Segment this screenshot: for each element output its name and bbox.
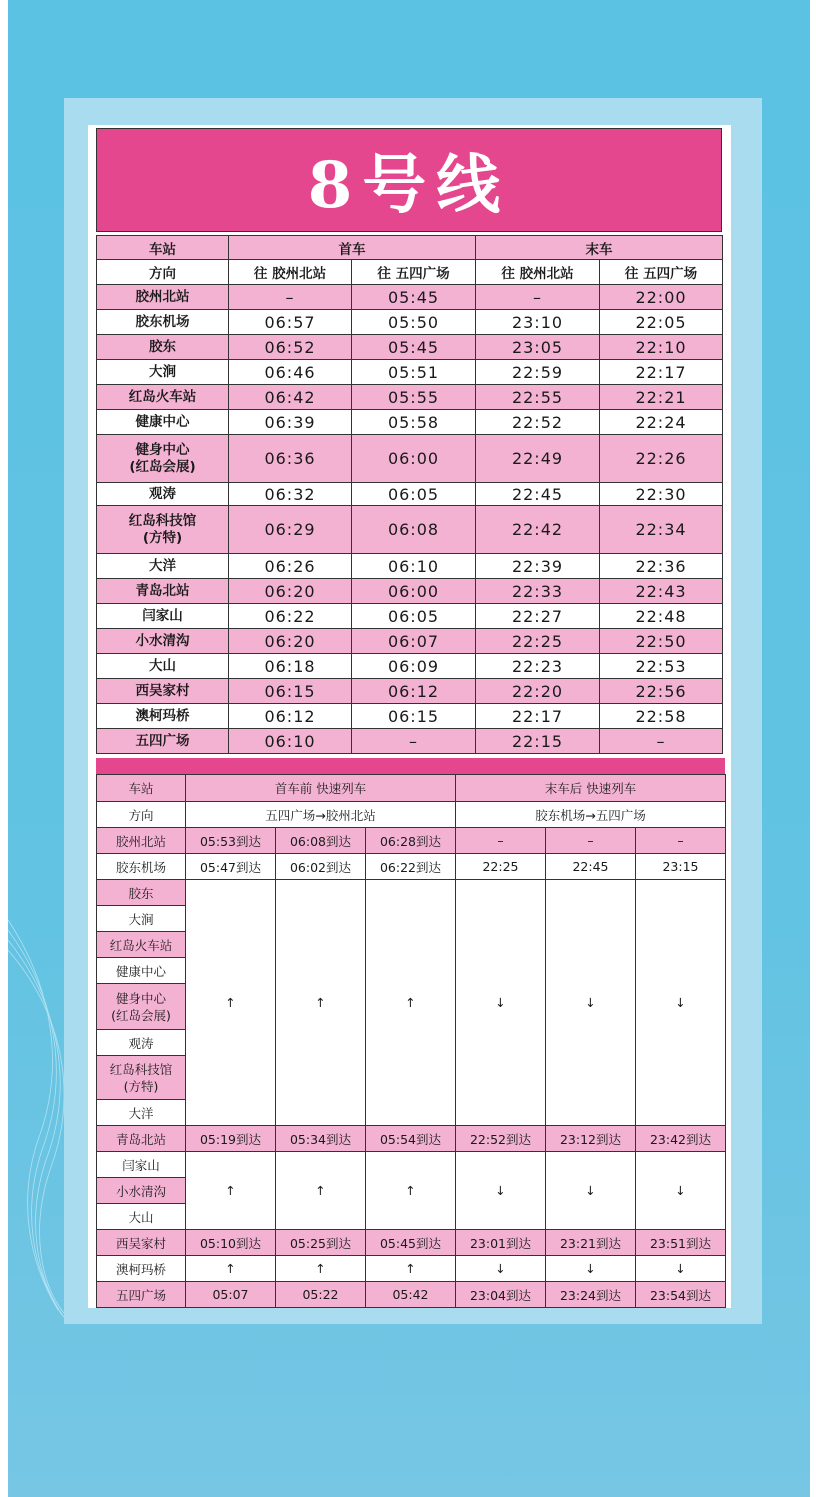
time-cell: 06:32 [229, 483, 352, 506]
time-cell: 06:10 [229, 729, 352, 754]
express-row-mid [97, 880, 726, 906]
time-cell: 06:08到达 [276, 828, 366, 854]
schedule-row [97, 554, 723, 579]
down-arrow: ↓ [456, 1152, 546, 1230]
station-line1: 青岛北站 [135, 582, 190, 599]
time-cell: – [352, 729, 476, 754]
time-cell: 22:52到达 [456, 1126, 546, 1152]
station-line2: (方特) [142, 529, 183, 546]
express-train-table [96, 774, 726, 1308]
time-cell: 22:23 [476, 654, 600, 679]
express-row-xwjc [97, 1230, 726, 1256]
header-row [97, 236, 723, 260]
time-cell: 22:50 [600, 629, 723, 654]
station-name: 五四广场 [97, 1282, 186, 1308]
time-cell: 06:00 [352, 435, 476, 483]
time-cell: 23:01到达 [456, 1230, 546, 1256]
header-station: 车站 [97, 236, 229, 260]
up-arrow: ↑ [366, 1152, 456, 1230]
express-header-station: 车站 [97, 775, 186, 802]
schedule-row [97, 483, 723, 506]
station-name [97, 410, 229, 435]
station-name [97, 704, 229, 729]
schedule-row [97, 435, 723, 483]
express-dir-after: 胶东机场→五四广场 [456, 802, 726, 828]
schedule-row [97, 729, 723, 754]
time-cell: 22:49 [476, 435, 600, 483]
station-name: 大山 [97, 1204, 186, 1230]
time-cell: 22:05 [600, 310, 723, 335]
time-cell: 22:27 [476, 604, 600, 629]
time-cell: 05:55 [352, 385, 476, 410]
time-cell: 22:58 [600, 704, 723, 729]
time-cell: 22:33 [476, 579, 600, 604]
station-name: 胶州北站 [97, 828, 186, 854]
station-name [97, 679, 229, 704]
schedule-row [97, 335, 723, 360]
time-cell: 23:51到达 [636, 1230, 726, 1256]
schedule-row [97, 385, 723, 410]
express-row-wsgc [97, 1282, 726, 1308]
time-cell: 22:52 [476, 410, 600, 435]
time-cell: 06:20 [229, 629, 352, 654]
station-name [97, 984, 186, 1030]
time-cell: 05:45 [352, 285, 476, 310]
up-arrow: ↑ [186, 880, 276, 1126]
station-line1: 大涧 [149, 363, 176, 380]
time-cell: 22:45 [546, 854, 636, 880]
time-cell: 22:42 [476, 506, 600, 554]
station-line1: 闫家山 [142, 607, 183, 624]
time-cell: 06:08 [352, 506, 476, 554]
time-cell: 22:36 [600, 554, 723, 579]
time-cell: 05:58 [352, 410, 476, 435]
time-cell: 23:04到达 [456, 1282, 546, 1308]
station-line1: 五四广场 [135, 732, 190, 749]
time-cell: 05:45到达 [366, 1230, 456, 1256]
station-name [97, 604, 229, 629]
dir-last-wsgc: 往 五四广场 [600, 260, 723, 285]
station-name: 红岛火车站 [97, 932, 186, 958]
time-cell: – [600, 729, 723, 754]
down-arrow: ↓ [456, 880, 546, 1126]
time-cell: 06:36 [229, 435, 352, 483]
station-line1: 大山 [149, 657, 176, 674]
station-name [97, 435, 229, 483]
time-cell: 05:25到达 [276, 1230, 366, 1256]
express-header-direction: 方向 [97, 802, 186, 828]
line-title: 8号线 [307, 148, 511, 223]
express-row-mid [97, 1152, 726, 1178]
time-cell: 06:09 [352, 654, 476, 679]
up-arrow: ↑ [366, 1256, 456, 1282]
time-cell: 06:05 [352, 604, 476, 629]
station-line1: 胶东 [149, 338, 176, 355]
station-name: 健康中心 [97, 958, 186, 984]
time-cell: – [636, 828, 726, 854]
schedule-row [97, 629, 723, 654]
express-row-jdjc [97, 854, 726, 880]
time-cell: 23:10 [476, 310, 600, 335]
time-cell: 22:56 [600, 679, 723, 704]
time-cell: 06:05 [352, 483, 476, 506]
station-line1: 红岛火车站 [128, 388, 197, 405]
dir-first-wsgc: 往 五四广场 [352, 260, 476, 285]
time-cell: 22:24 [600, 410, 723, 435]
station-name: 青岛北站 [97, 1126, 186, 1152]
time-cell: 05:42 [366, 1282, 456, 1308]
down-arrow: ↓ [636, 1152, 726, 1230]
time-cell: 22:43 [600, 579, 723, 604]
time-cell: 06:07 [352, 629, 476, 654]
time-cell: 05:10到达 [186, 1230, 276, 1256]
down-arrow: ↓ [546, 880, 636, 1126]
time-cell: 23:54到达 [636, 1282, 726, 1308]
schedule-row [97, 360, 723, 385]
station-name: 澳柯玛桥 [97, 1256, 186, 1282]
up-arrow: ↑ [276, 880, 366, 1126]
direction-row [97, 260, 723, 285]
time-cell: 05:07 [186, 1282, 276, 1308]
time-cell: 22:53 [600, 654, 723, 679]
time-cell: 23:15 [636, 854, 726, 880]
time-cell: 22:30 [600, 483, 723, 506]
station-name: 小水清沟 [97, 1178, 186, 1204]
time-cell: 05:50 [352, 310, 476, 335]
station-name [97, 1056, 186, 1100]
express-header-after: 末车后 快速列车 [456, 775, 726, 802]
schedule-row [97, 310, 723, 335]
station-line2: (红岛会展) [129, 458, 196, 475]
time-cell: 05:53到达 [186, 828, 276, 854]
express-header-before: 首车前 快速列车 [186, 775, 456, 802]
time-cell: 22:25 [456, 854, 546, 880]
dir-last-jzbz: 往 胶州北站 [476, 260, 600, 285]
station-name [97, 579, 229, 604]
time-cell: 23:42到达 [636, 1126, 726, 1152]
express-row-jzbz [97, 828, 726, 854]
schedule-row [97, 654, 723, 679]
line-title-banner [96, 128, 722, 232]
time-cell: – [476, 285, 600, 310]
header-last-train: 末车 [476, 236, 723, 260]
first-last-train-table [96, 235, 723, 754]
station-name: 胶东机场 [97, 854, 186, 880]
station-line1: 小水清沟 [135, 632, 190, 649]
station-name: 闫家山 [97, 1152, 186, 1178]
station-line1: 健身中心 [115, 990, 166, 1006]
station-line1: 红岛科技馆 [128, 512, 197, 529]
time-cell: 05:47到达 [186, 854, 276, 880]
station-name [97, 285, 229, 310]
up-arrow: ↑ [186, 1256, 276, 1282]
time-cell: 05:51 [352, 360, 476, 385]
time-cell: 06:10 [352, 554, 476, 579]
time-cell: 06:57 [229, 310, 352, 335]
time-cell: 06:42 [229, 385, 352, 410]
up-arrow: ↑ [276, 1256, 366, 1282]
express-row-qdbz [97, 1126, 726, 1152]
station-line1: 健康中心 [135, 413, 190, 430]
time-cell: 22:10 [600, 335, 723, 360]
schedule-row [97, 579, 723, 604]
time-cell: 22:39 [476, 554, 600, 579]
dir-first-jzbz: 往 胶州北站 [229, 260, 352, 285]
down-arrow: ↓ [546, 1152, 636, 1230]
station-line1: 澳柯玛桥 [135, 707, 190, 724]
express-header-row [97, 775, 726, 802]
station-name [97, 310, 229, 335]
time-cell: 06:46 [229, 360, 352, 385]
station-line1: 胶东机场 [135, 313, 190, 330]
header-first-train: 首车 [229, 236, 476, 260]
time-cell: 22:17 [476, 704, 600, 729]
time-cell: 22:59 [476, 360, 600, 385]
down-arrow: ↓ [636, 1256, 726, 1282]
schedule-row [97, 285, 723, 310]
time-cell: 22:34 [600, 506, 723, 554]
time-cell: – [456, 828, 546, 854]
time-cell: 23:05 [476, 335, 600, 360]
time-cell: 06:28到达 [366, 828, 456, 854]
time-cell: 06:02到达 [276, 854, 366, 880]
down-arrow: ↓ [636, 880, 726, 1126]
up-arrow: ↑ [366, 880, 456, 1126]
station-name: 胶东 [97, 880, 186, 906]
station-name: 大洋 [97, 1100, 186, 1126]
time-cell: 23:24到达 [546, 1282, 636, 1308]
up-arrow: ↑ [186, 1152, 276, 1230]
express-direction-row [97, 802, 726, 828]
station-line2: (红岛会展) [111, 1007, 171, 1023]
time-cell: 06:29 [229, 506, 352, 554]
station-name [97, 506, 229, 554]
time-cell: 05:34到达 [276, 1126, 366, 1152]
station-name: 大涧 [97, 906, 186, 932]
time-cell: 22:48 [600, 604, 723, 629]
time-cell: 06:52 [229, 335, 352, 360]
up-arrow: ↑ [276, 1152, 366, 1230]
station-line1: 胶州北站 [135, 288, 190, 305]
express-dir-before: 五四广场→胶州北站 [186, 802, 456, 828]
time-cell: – [546, 828, 636, 854]
station-line1: 大洋 [149, 557, 176, 574]
time-cell: 22:17 [600, 360, 723, 385]
down-arrow: ↓ [456, 1256, 546, 1282]
time-cell: – [229, 285, 352, 310]
time-cell: 05:19到达 [186, 1126, 276, 1152]
time-cell: 22:21 [600, 385, 723, 410]
station-line1: 健身中心 [135, 441, 190, 458]
schedule-row [97, 506, 723, 554]
time-cell: 05:45 [352, 335, 476, 360]
time-cell: 06:18 [229, 654, 352, 679]
schedule-row [97, 704, 723, 729]
time-cell: 06:15 [229, 679, 352, 704]
time-cell: 06:00 [352, 579, 476, 604]
time-cell: 22:55 [476, 385, 600, 410]
station-line2: (方特) [123, 1078, 159, 1094]
schedule-row [97, 604, 723, 629]
time-cell: 06:39 [229, 410, 352, 435]
schedule-row [97, 410, 723, 435]
station-name [97, 554, 229, 579]
header-direction: 方向 [97, 260, 229, 285]
station-name [97, 335, 229, 360]
time-cell: 22:00 [600, 285, 723, 310]
time-cell: 06:20 [229, 579, 352, 604]
time-cell: 23:12到达 [546, 1126, 636, 1152]
express-row-akmq [97, 1256, 726, 1282]
time-cell: 06:22 [229, 604, 352, 629]
time-cell: 06:22到达 [366, 854, 456, 880]
schedule-row [97, 679, 723, 704]
time-cell: 05:54到达 [366, 1126, 456, 1152]
time-cell: 05:22 [276, 1282, 366, 1308]
station-line1: 红岛科技馆 [109, 1061, 173, 1077]
station-name [97, 654, 229, 679]
station-name: 西吴家村 [97, 1230, 186, 1256]
time-cell: 06:12 [229, 704, 352, 729]
down-arrow: ↓ [546, 1256, 636, 1282]
time-cell: 22:25 [476, 629, 600, 654]
time-cell: 06:26 [229, 554, 352, 579]
time-cell: 06:12 [352, 679, 476, 704]
time-cell: 22:26 [600, 435, 723, 483]
station-name [97, 483, 229, 506]
time-cell: 22:20 [476, 679, 600, 704]
station-name [97, 629, 229, 654]
time-cell: 22:45 [476, 483, 600, 506]
station-name [97, 360, 229, 385]
section-divider [96, 758, 725, 774]
station-name: 观涛 [97, 1030, 186, 1056]
time-cell: 23:21到达 [546, 1230, 636, 1256]
station-name [97, 729, 229, 754]
time-cell: 22:15 [476, 729, 600, 754]
station-line1: 西吴家村 [135, 682, 190, 699]
time-cell: 06:15 [352, 704, 476, 729]
station-line1: 观涛 [149, 485, 176, 502]
station-name [97, 385, 229, 410]
